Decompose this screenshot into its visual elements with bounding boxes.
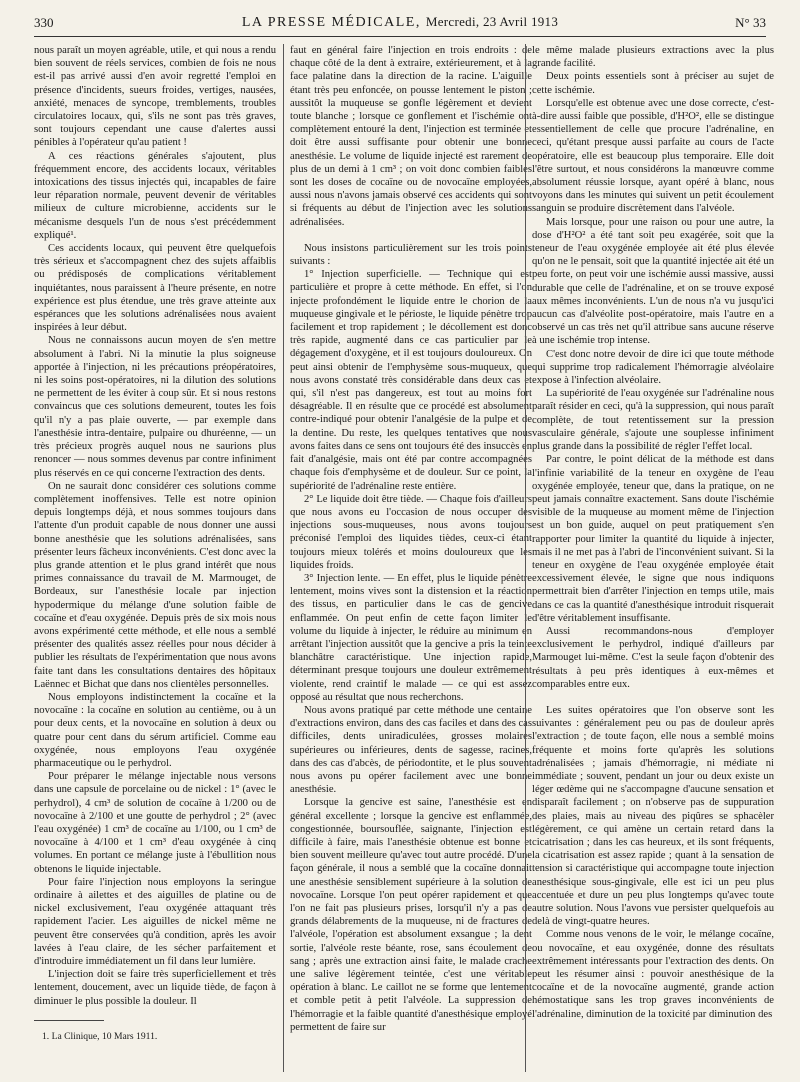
paragraph: Nous avons pratiqué par cette méthode une centaine d'extractions environ, dans des cas faciles et dans des cas difficiles, dents uniradiculées, grosses molaires supérieures ou inférieures, dents de sagesse, racines, dans des cas d'abcès, de périodontite, et le plus souvent nous avons pu opérer facilement avec une bonne anesthésie. bbox=[290, 704, 532, 796]
paragraph: Nous insistons particulièrement sur les trois points suivants : bbox=[290, 242, 532, 268]
paragraph: Ces accidents locaux, qui peuvent être quelquefois très sérieux et s'accompagnent chez des sujets affaiblis ou prédisposés de complications véritablement inquiétantes, nous paraissent à l'heure présente, en notre expérience est plus étendue, une très grave atteinte aux espérances que les solutions adrénalisées nous avaient inspirées à leur début. bbox=[34, 243, 276, 334]
paragraph: Par contre, le point délicat de la méthode est dans l'infinie variabilité de la teneur en oxygène de l'eau oxygénée employée, teneur que, dans la pratique, on ne peut jamais connaître exactement. Sans doute l'ischémie visible de la muqueuse au moment même de l'injection est un bon guide, auquel on peut pratiquement s'en rapporter pour limiter la quantité du liquide à injecter, mais il ne met pas à l'abri de l'inconvénient suivant. Si la teneur en oxygène de l'eau oxygénée employée était excessivement élevée, le signe que nous indiquons permettrait bien d'arrêter l'injection en temps utile, mais dans ce cas la quantité d'anesthésique introduit risquerait d'être véritablement insuffisante. bbox=[532, 454, 774, 624]
footnote-rule bbox=[34, 1020, 104, 1021]
column-divider bbox=[283, 44, 284, 1072]
paragraph: 1° Injection superficielle. — Technique qui est particulière et propre à cette méthode. En effet, si l'on injecte profondément le liquide entre le chorion de la muqueuse gingivale et le périoste, le liquide pénètre trop facilement et trop rapidement ; le décollement est donc très rapide, augmenté dans ce cas particulier par le dégagement d'oxygène, et il est toujours douloureux. On peut ainsi obtenir de l'emphysème sous-muqueux, que nous avons constaté très considérable dans deux cas et qui, s'il n'est pas dangereux, est tout au moins fort désagréable. Il en résulte que ce procédé est absolument contre-indiqué pour obtenir l'analgésie de la pulpe et de la dentine. Du reste, les quelques tentatives que nous avons faites dans ce sens ont toujours été des insuccès en fait d'analgésie, mais ont été par contre accompagnées chaque fois d'emphysème et de douleur. Sur ce point, la supériorité de l'adrénaline reste entière. bbox=[290, 269, 532, 492]
column-2 bbox=[290, 44, 532, 1074]
header-rule bbox=[34, 36, 766, 37]
paragraph: 2° Le liquide doit être tiède. — Chaque fois d'ailleurs que nous avons eu l'occasion de nous occuper des injections sous-muqueuses, nous avons toujours préconisé l'emploi des liquides tièdes, ceux-ci étant toujours mieux tolérés et moins douloureux que les liquides froids. bbox=[290, 493, 532, 571]
paragraph: Mais lorsque, pour une raison ou pour une autre, la dose d'H²O² a été tant soit peu exagérée, soit que la teneur de l'eau oxygénée employée ait été plus élevée qu'on ne le pensait, soit que la quantité injectée ait été un peu forte, on peut voir une ischémie aussi massive, aussi durable que celle de l'adrénaline, et on se trouve exposé aux mêmes inconvénients. L'un de nous n'a vu jusqu'ici aucun cas d'alvéolite post-opératoire, mais l'autre en a observé un cas très net qu'il attribue sans aucune réserve à une ischémie trop intense. bbox=[532, 216, 774, 347]
paragraph: Pour préparer le mélange injectable nous versons dans une capsule de porcelaine ou de nickel : 1° (avec le perhydrol), 4 cm³ de solution de cocaïne à 1/200 ou de novocaïne à 2/100 et une goutte de perhydrol ; 2° (avec l'eau oxygénée) 1 cm³ de cocaïne au 1/100, ou 1 cm³ de novocaïne à 4/100 et 1 cm³ d'eau oxygénée à cinq volumes. En portant ce mélange juste à l'ébullition nous obtenons le liquide injectable. bbox=[34, 771, 276, 875]
footnote: 1. La Clinique, 10 Mars 1911. bbox=[42, 1030, 158, 1042]
page-header bbox=[34, 12, 766, 36]
issue-number: N° 33 bbox=[735, 15, 766, 30]
paragraph: On ne saurait donc considérer ces solutions comme complètement inoffensives. Telle est notre opinion depuis longtemps déjà, et nous sommes toujours dans l'attente d'un produit capable de nous donner une aussi bonne anesthésie que les solutions adrénalisées, sans présenter leurs fâcheux inconvénients. C'est donc avec la plus grande attention et le plus grand intérêt que nous primes connaissance du travail de M. Marmouget, de Bordeaux, sur l'anesthésie locale par injection hypodermique du mélange d'une solution faible de cocaïne et d'eau oxygénée. Depuis près de six mois nous avons expérimenté cette méthode, et elle nous a semblé présenter des qualités assez réelles pour nous décider à publier les résultats de l'expérimentation que nous avons faite tant dans les consultations dentaires des hôpitaux Laënnec et Bichat que dans nos clientèles personnelles. bbox=[34, 480, 276, 690]
paragraph: Lorsque la gencive est saine, l'anesthésie est en général excellente ; lorsque la gencive est enflammée, congestionnée, boursouflée, saignante, l'injection est difficile à faire, mais l'anesthésie obtenue est bonne et bien souvent meilleure qu'avec tout autre procédé. D'une façon générale, il nous a semblé que la cocaïne donnait une anesthésie sensiblement supérieure à la solution de novocaïne. Lorsque l'on peut opérer rapidement et que l'on ne fait pas plusieurs prises, lorsqu'il n'y a pas de grands délabrements de la muqueuse, ni de fractures de l'alvéole, l'opération est absolument exsangue ; la dent sortie, l'alvéole reste béante, rose, sans écoulement de sang ; après une extraction ainsi faite, le malade crache une salive légèrement teintée, c'est une véritable opération à blanc. Le caillot ne se forme que lentement et comble petit à petit l'alvéole. La suppression de l'hémorragie et la faible quantité d'anesthésique employé permettent de faire sur bbox=[290, 797, 532, 1033]
paragraph: L'injection doit se faire très superficiellement et très lentement, doucement, avec un liquide tiède, de façon à diminuer le plus possible la douleur. Il bbox=[34, 969, 276, 1007]
paragraph: C'est donc notre devoir de dire ici que toute méthode qui supprime trop radicalement l'hémorragie alvéolaire expose à l'infection alvéolaire. bbox=[532, 348, 774, 387]
paragraph: faut en général faire l'injection en trois endroits : de chaque côté de la dent à extraire, extérieurement, et à la face palatine dans la direction de la racine. L'aiguille étant très peu enfoncée, on pousse lentement le piston ; aussitôt la muqueuse se gonfle légèrement et devient toute blanche ; lorsque ce gonflement et l'ischémie ont complètement entouré la dent, l'injection est terminée et doit être aussi suffisante pour obtenir une bonne anesthésie. Le volume de liquide injecté est rarement de plus de un demi à 1 cm³ ; on voit donc combien faibles sont les doses de cocaïne ou de novocaïne employées, aussi nous n'avons jamais observé ces accidents qui sont si fréquents au début de l'injection avec les solutions adrénalisées. bbox=[290, 45, 532, 228]
journal-name: LA PRESSE MÉDICALE, bbox=[241, 15, 421, 30]
paragraph: Aussi recommandons-nous d'employer exclusivement le perhydrol, indiqué d'ailleurs par Marmouget lui-même. C'est la seule façon d'obtenir des résultats à peu près identiques à eux-mêmes et comparables entre eux. bbox=[532, 625, 774, 690]
paragraph: Nous ne connaissons aucun moyen de s'en mettre absolument à l'abri. Ni la minutie la plus soigneuse apportée à l'injection, ni les précautions préopératoires, ni les soins post-opératoires, ni la dilution des solutions ne permettent de les éviter à coup sûr. Et si nous restons convaincus que ces solutions demeurent, toutes les fois qu'il n'y a pas plaie ouverte, — par exemple dans l'anesthésie intra-dentaire, pulpaire ou dhuréenne, — un très précieux progrès auquel nous ne saurions plus renoncer — nous sommes devenus par contre infiniment plus réservés en ce qui concerne l'extraction des dents. bbox=[34, 335, 276, 479]
column-1 bbox=[34, 44, 276, 1074]
paragraph: Nous employons indistinctement la cocaïne et la novocaïne : la cocaïne en solution au centième, ou à un pour deux cents, et la novocaïne en solution à deux ou quatre pour cent dans du sérum artificiel. Comme eau oxygénée, nous employons l'eau oxygénée pharmaceutique ou le perhydrol. bbox=[34, 691, 276, 769]
column-3 bbox=[532, 44, 774, 1074]
paragraph: La supériorité de l'eau oxygénée sur l'adrénaline nous paraît résider en ceci, qu'à la suppression, qui nous paraît complète, de tout retentissement sur la pression vasculaire générale, s'ajoute une souplesse infiniment plus grande dans la possibilité de régler l'effet local. bbox=[532, 388, 774, 453]
journal-title bbox=[34, 14, 766, 31]
paragraph: Deux points essentiels sont à préciser au sujet de cette ischémie. bbox=[532, 71, 774, 96]
column-divider bbox=[525, 44, 526, 1072]
page-number: 330 bbox=[34, 15, 54, 30]
paragraph: nous paraît un moyen agréable, utile, et qui nous a rendu bien souvent de réels services, combien de fois ne nous est-il pas arrivé aussi d'en avoir regretté l'emploi en présence d'incidents, sueurs froides, vertiges, nausées, anxiété, menaces de syncope, tremblements, troubles circulatoires locaux, qui, s'ils ne sont pas très graves, sont toujours cependant une cause d'alertes aussi pénibles à l'opérateur qu'au patient ! bbox=[34, 45, 276, 149]
paragraph: Comme nous venons de le voir, le mélange cocaïne, ou novocaïne, et eau oxygénée, donne des résultats extrêmement intéressants pour l'extraction des dents. On peut les résumer ainsi : pouvoir anesthésique de la cocaïne et de la novocaïne augmenté, grande action hémostatique sans les trop graves inconvénients de l'adrénaline, diminution de la toxicité par diminution des bbox=[532, 929, 774, 1020]
paragraph: Lorsqu'elle est obtenue avec une dose correcte, c'est-à-dire aussi faible que possible, d'H²O², elle se distingue essentiellement de celle que procure l'adrénaline, en ceci, qu'étant presque aussi parfaite au cours de l'acte opératoire, elle est beaucoup plus temporaire. Elle doit l'être surtout, et nous considérons la manœuvre comme absolument réussie lorsque, ayant opéré à blanc, nous voyons dans les minutes qui suivent un petit écoulement sanguin se produire discrètement dans l'alvéole. bbox=[532, 97, 774, 215]
paragraph: Les suites opératoires que l'on observe sont les suivantes : généralement peu ou pas de douleur après l'extraction ; de toute façon, elle nous a semblé moins fréquente et moins forte qu'après les solutions adrénalisées ; jamais d'hémorragie, ni médiate ni immédiate ; souvent, pendant un jour ou deux existe un léger œdème qui ne s'accompagne d'aucune sensation et disparaît facilement ; on n'observe pas de suppuration des plaies, mais au niveau des piqûres se sphacèler légèrement, ce qui amène un certain retard dans la cicatrisation ; dans les cas heureux, et ils sont fréquents, la cicatrisation est assez rapide ; quant à la sensation de tension si caractéristique qui accompagne toute injection anesthésique sous-gingivale, elle est ici un peu plus accentuée et dure un peu plus longtemps qu'avec toute autre solution. Nous l'avons vue persister quelquefois au delà de vingt-quatre heures. bbox=[532, 704, 774, 928]
paragraph: 3° Injection lente. — En effet, plus le liquide pénètre lentement, moins vives sont la distension et la réaction des tissus, en particulier dans le cas de gencive enflammée. On peut enfin de cette façon limiter le volume du liquide à injecter, le réduire au minimum en arrêtant l'injection aussitôt que la gencive a pris la teinte blanchâtre caractéristique. Une injection rapide, déterminant presque toujours une douleur extrêmement violente, rend craintif le malade — ce qui est assez opposé au résultat que nous recherchons. bbox=[290, 572, 532, 703]
paragraph: le même malade plusieurs extractions avec la plus grande facilité. bbox=[532, 45, 774, 70]
paragraph: Pour faire l'injection nous employons la seringue ordinaire à ailettes et des aiguilles de platine ou de nickel exclusivement, l'eau oxygénée attaquant très rapidement l'acier. Les aiguilles de nickel même ne peuvent être conservées qu'à condition, après les avoir lavées à l'eau claire, de les sécher parfaitement et d'introduire immédiatement un fil dans leur lumière. bbox=[34, 876, 276, 968]
paragraph: A ces réactions générales s'ajoutent, plus fréquemment encore, des accidents locaux, véritables intoxications des tissus injectés qui, incapables de faire leur réparation normale, peuvent devenir de véritables milieux de culture microbienne, accidents sur le mécanisme desquels l'un de nous s'est précédemment expliqué¹. bbox=[34, 150, 276, 241]
issue-date: Mercredi, 23 Avril 1913 bbox=[425, 14, 559, 29]
